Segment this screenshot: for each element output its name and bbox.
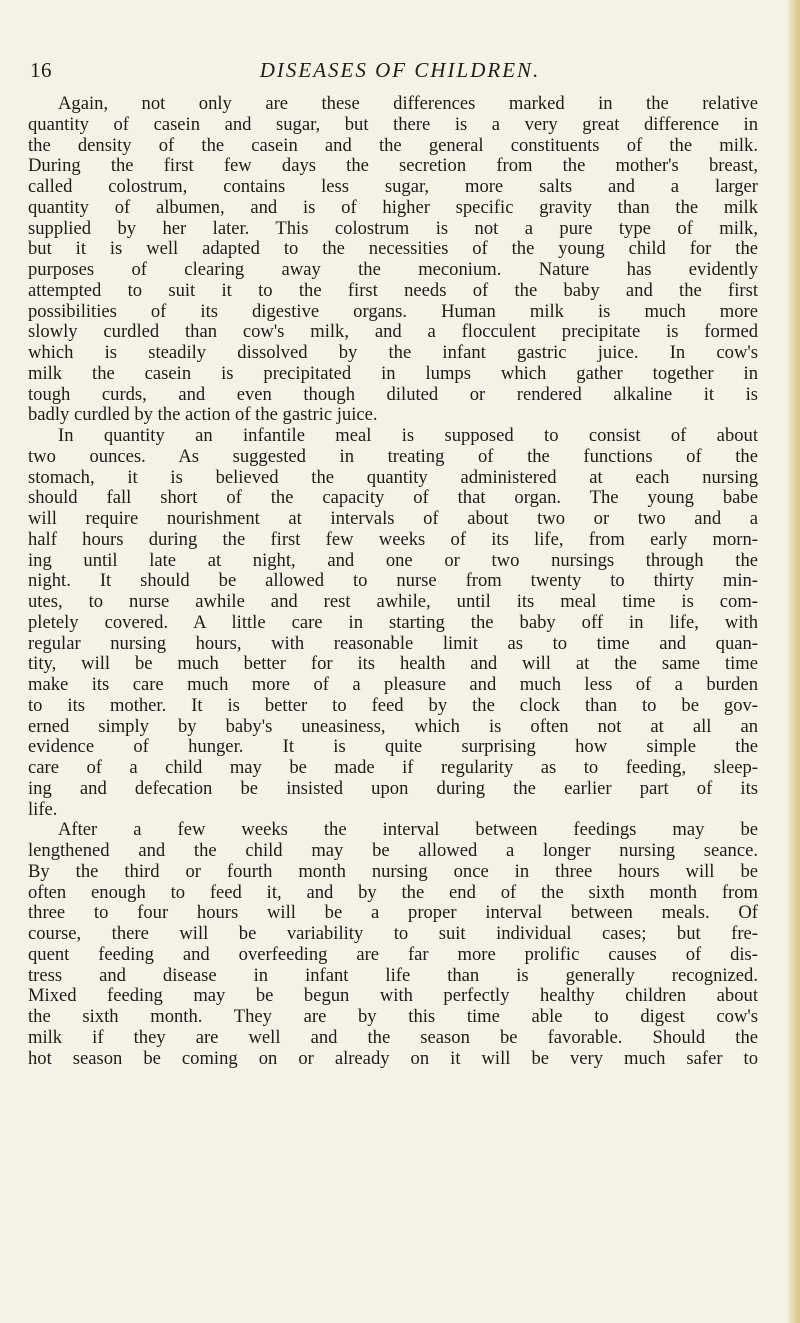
text-line: Again, not only are these differences marked in the relative [58,94,758,114]
text-line: badly curdled by the action of the gastric juice. [28,405,378,426]
text-line: tity, will be much better for its health and will at the same time [28,654,758,675]
text-line: possibilities of its digestive organs. Human milk is much more [28,301,758,322]
text-line: purposes of clearing away the meconium. Nature has evidently [28,260,758,280]
text-line: attempted to suit it to the first needs of the baby and the first [28,280,758,301]
text-line: to its mother. It is better to feed by the clock than to be gov- [28,695,758,716]
text-line: three to four hours will be a proper interval between meals. Of [28,903,758,924]
running-title: DISEASES OF CHILDREN. [259,58,541,82]
text-line: utes, to nurse awhile and rest awhile, until its meal time is com- [28,592,758,612]
text-line: quent feeding and overfeeding are far more prolific causes of dis- [28,944,758,965]
text-line: evidence of hunger. It is quite surprising how simple the [28,737,758,758]
text-line: milk if they are well and the season be favorable. Should the [28,1027,758,1048]
text-line: care of a child may be made if regularity as to feeding, sleep- [28,758,758,778]
text-line: supplied by her later. This colostrum is not a pure type of milk, [28,218,758,239]
text-line: but it is well adapted to the necessities of the young child for the [28,239,758,260]
text-line: life. [28,799,58,820]
text-line: the sixth month. They are by this time able to digest cow's [28,1007,758,1027]
running-head [30,58,770,88]
text-line: night. It should be allowed to nurse from twenty to thirty min- [28,571,758,592]
page-number: 16 [30,58,52,82]
text-line: By the third or fourth month nursing once in three hours will be [28,861,758,882]
text-line: quantity of casein and sugar, but there is a very great difference in [28,114,758,135]
text-line: milk the casein is precipitated in lumps which gather together in [28,363,758,384]
text-line: Mixed feeding may be begun with perfectly healthy children about [28,986,758,1007]
text-line: quantity of albumen, and is of higher specific gravity than the milk [28,197,758,218]
text-line: tress and disease in infant life than is generally recognized. [28,965,758,986]
text-line: erned simply by baby's uneasiness, which is often not at all an [28,716,758,737]
text-line: make its care much more of a pleasure and much less of a burden [28,675,758,695]
text-line: lengthened and the child may be allowed a longer nursing seance. [28,841,758,861]
text-line: stomach, it is believed the quantity administered at each nursing [28,467,758,488]
body-text [28,94,758,1069]
text-line: the density of the casein and the general constituents of the milk. [28,135,758,156]
text-line: tough curds, and even though diluted or rendered alkaline it is [28,384,758,405]
text-line: In quantity an infantile meal is supposed to consist of about [58,426,758,446]
text-line: two ounces. As suggested in treating of the functions of the [28,446,758,467]
text-line: which is steadily dissolved by the infant gastric juice. In cow's [28,343,758,363]
page-edge [788,0,800,1323]
text-line: course, there will be variability to suit individual cases; but fre- [28,924,758,944]
text-line: During the first few days the secretion from the mother's breast, [28,156,758,177]
text-line: should fall short of the capacity of that organ. The young babe [28,488,758,509]
text-line: slowly curdled than cow's milk, and a flocculent precipitate is formed [28,322,758,343]
text-line: will require nourishment at intervals of about two or two and a [28,509,758,529]
text-line: often enough to feed it, and by the end of the sixth month from [28,882,758,903]
text-line: ing and defecation be insisted upon during the earlier part of its [28,778,758,799]
text-line: hot season be coming on or already on it will be very much safer to [28,1048,758,1069]
text-line: ing until late at night, and one or two nursings through the [28,550,758,571]
text-line: pletely covered. A little care in starting the baby off in life, with [28,612,758,633]
text-line: half hours during the first few weeks of its life, from early morn- [28,529,758,550]
text-line: called colostrum, contains less sugar, more salts and a larger [28,177,758,197]
text-line: regular nursing hours, with reasonable limit as to time and quan- [28,633,758,654]
text-line: After a few weeks the interval between feedings may be [58,820,758,841]
